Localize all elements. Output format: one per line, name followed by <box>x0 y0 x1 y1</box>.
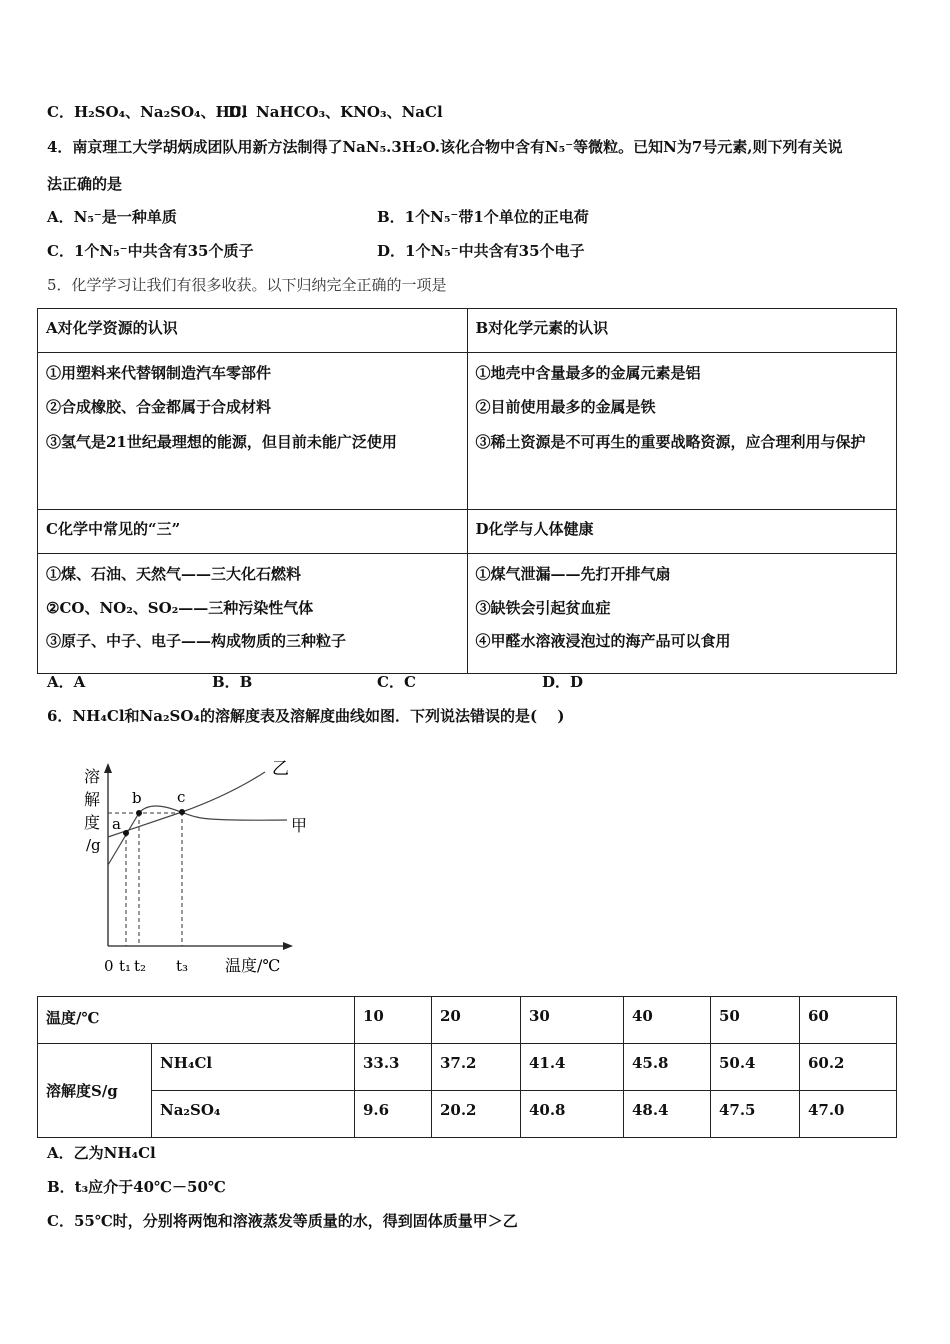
q5-c-item: ③原子、中子、电子——构成物质的三种粒子 <box>46 632 347 650</box>
q4-stem-line2: 法正确的是 <box>47 175 123 193</box>
y-label-3: 度 <box>84 813 101 832</box>
q5-a-item: ③氢气是21世纪最理想的能源，但目前未能广泛使用 <box>46 433 397 451</box>
value-cell: 37.2 <box>431 1044 520 1091</box>
q5-a-item: ②合成橡胶、合金都属于合成材料 <box>46 397 272 416</box>
q5-option-b: B．B <box>212 673 253 691</box>
q5-a-item: ①用塑料来代替钢制造汽车零部件 <box>46 364 272 382</box>
value-cell: 48.4 <box>623 1091 710 1138</box>
tick-t2: t₂ <box>134 957 147 975</box>
q6-option-b: B．t₃应介于40℃－50℃ <box>47 1178 226 1196</box>
q3-option-d: D．NaHCO₃、KNO₃、NaCl <box>228 103 443 121</box>
y-axis-arrow-icon <box>104 763 112 773</box>
value-cell: 20.2 <box>431 1091 520 1138</box>
solubility-label: 溶解度S/g <box>38 1044 152 1138</box>
value-cell: 33.3 <box>354 1044 431 1091</box>
solubility-curve-graph <box>70 750 330 980</box>
table-row <box>38 1091 897 1138</box>
tick-t1: t₁ <box>119 957 132 975</box>
q5-b-item: ①地壳中含量最多的金属元素是铝 <box>475 364 701 382</box>
q6-stem: 6．NH₄Cl和Na₂SO₄的溶解度表及溶解度曲线如图．下列说法错误的是( ) <box>47 707 565 725</box>
q5-table <box>37 308 897 674</box>
temp-cell: 20 <box>431 997 520 1044</box>
q5-d-item: ③缺铁会引起贫血症 <box>475 598 611 617</box>
point-a-label: a <box>112 815 121 833</box>
temp-header: 温度/℃ <box>38 997 355 1044</box>
q6-option-a: A．乙为NH₄Cl <box>47 1144 156 1162</box>
q5-option-c: C．C <box>377 673 416 691</box>
point-c <box>179 809 185 815</box>
y-label-1: 溶 <box>84 767 101 786</box>
tick-t3: t₃ <box>176 957 189 975</box>
temp-cell: 10 <box>354 997 431 1044</box>
q4-option-d: D．1个N₅⁻中共含有35个电子 <box>377 242 585 260</box>
q3-option-c: C．H₂SO₄、Na₂SO₄、HCl <box>47 103 248 121</box>
q5-c-item: ①煤、石油、天然气——三大化石燃料 <box>46 565 302 583</box>
q5-d-item: ④甲醛水溶液浸泡过的海产品可以食用 <box>475 632 731 650</box>
value-cell: 47.0 <box>799 1091 896 1138</box>
q5-a-items <box>38 353 468 510</box>
y-label-4: /g <box>86 836 101 854</box>
table-row <box>38 1044 897 1091</box>
q4-option-a: A．N₅⁻是一种单质 <box>47 208 177 226</box>
q5-b-item: ②目前使用最多的金属是铁 <box>475 397 656 416</box>
q5-a-title: A对化学资源的认识 <box>38 309 468 353</box>
temp-cell: 50 <box>710 997 799 1044</box>
point-c-label: c <box>177 788 186 806</box>
q5-option-d: D．D <box>542 673 584 691</box>
value-cell: 50.4 <box>710 1044 799 1091</box>
value-cell: 60.2 <box>799 1044 896 1091</box>
q5-b-title: B对化学元素的认识 <box>467 309 897 353</box>
curve-jia-label: 甲 <box>291 816 308 835</box>
q4-option-c: C．1个N₅⁻中共含有35个质子 <box>47 242 254 260</box>
substance-name: NH₄Cl <box>152 1044 355 1091</box>
q5-d-items <box>467 554 897 674</box>
tick-0: 0 <box>104 957 114 975</box>
temp-cell: 60 <box>799 997 896 1044</box>
value-cell: 41.4 <box>520 1044 623 1091</box>
q5-c-item: ②CO、NO₂、SO₂——三种污染性气体 <box>46 598 314 617</box>
value-cell: 9.6 <box>354 1091 431 1138</box>
q5-d-item: ①煤气泄漏——先打开排气扇 <box>475 565 671 583</box>
value-cell: 40.8 <box>520 1091 623 1138</box>
q4-option-b: B．1个N₅⁻带1个单位的正电荷 <box>377 208 589 226</box>
x-axis-arrow-icon <box>283 942 293 950</box>
point-b-label: b <box>132 789 142 807</box>
q6-solubility-table <box>37 996 897 1138</box>
point-b <box>136 810 142 816</box>
x-label: 温度/℃ <box>225 956 281 975</box>
substance-name: Na₂SO₄ <box>152 1091 355 1138</box>
q5-stem: 5．化学学习让我们有很多收获。以下归纳完全正确的一项是 <box>47 276 447 294</box>
q5-d-title: D化学与人体健康 <box>467 510 897 554</box>
q4-stem-line1: 4．南京理工大学胡炳成团队用新方法制得了NaN₅.3H₂O.该化合物中含有N₅⁻等微粒。已知N为7号元素,则下列有关说 <box>47 138 843 156</box>
q5-option-a: A．A <box>47 673 86 691</box>
point-a <box>123 830 129 836</box>
value-cell: 45.8 <box>623 1044 710 1091</box>
q6-option-c: C．55℃时，分别将两饱和溶液蒸发等质量的水，得到固体质量甲＞乙 <box>47 1212 518 1230</box>
q5-c-items <box>38 554 468 674</box>
q5-b-item: ③稀土资源是不可再生的重要战略资源，应合理利用与保护 <box>475 433 866 451</box>
curve-yi-label: 乙 <box>272 759 289 779</box>
curve-jia <box>108 806 287 865</box>
y-label-2: 解 <box>84 790 101 809</box>
value-cell: 47.5 <box>710 1091 799 1138</box>
temp-cell: 40 <box>623 997 710 1044</box>
temp-cell: 30 <box>520 997 623 1044</box>
q5-b-items <box>467 353 897 510</box>
q5-c-title: C化学中常见的“三” <box>38 510 468 554</box>
